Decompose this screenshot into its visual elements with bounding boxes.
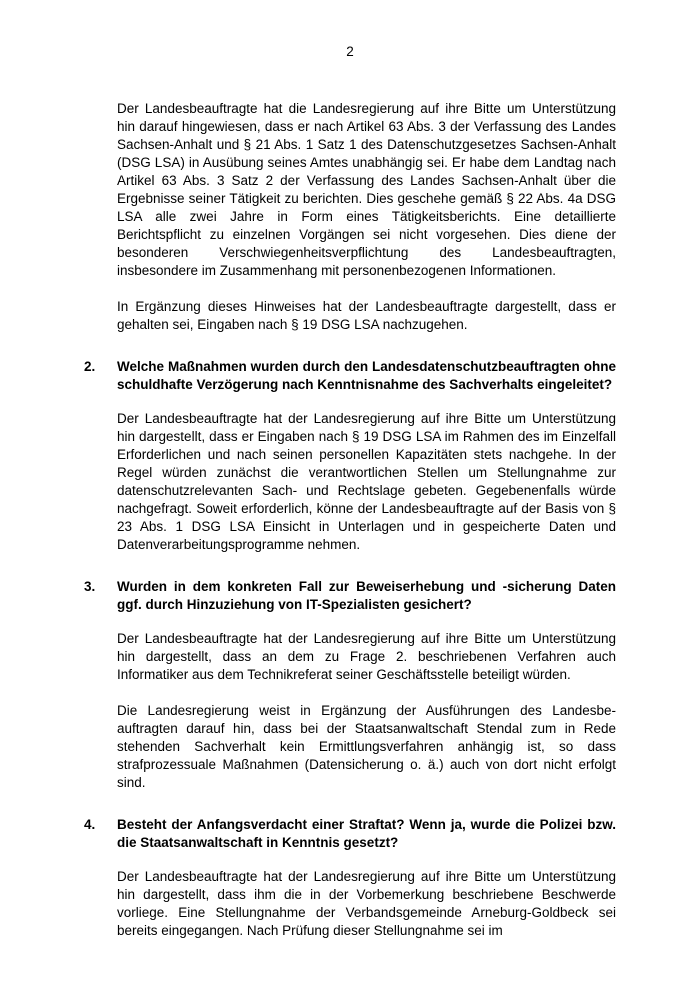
question-text: Besteht der Anfangsverdacht einer Straftat? Wenn ja, wurde die Polizei bzw. die Staatsanwaltschaft in Kenntnis gesetzt? <box>117 817 616 850</box>
question-text: Welche Maßnahmen wurden durch den Landesdatenschutzbeauftragten ohne schuldhafte Verzögerung nach Kenntnisnahme des Sachverhalts eingeleitet? <box>117 359 616 392</box>
question-number: 3. <box>84 579 96 594</box>
question-4 <box>84 816 616 852</box>
intro-paragraph: Der Landesbeauftragte hat die Landesregierung auf ihre Bitte um Unterstützung hin darauf hingewiesen, dass er nach Artikel 63 Abs. 3 der Verfassung des Landes Sachsen-Anhalt und § 21 Abs. 1 Satz 1 des Datenschutzgesetzes Sachsen-Anhalt (DSG LSA) in Ausübung seines Amtes unabhängig sei. Er habe dem Landtag nach Artikel 63 Abs. 3 Satz 2 der Verfassung des Landes Sachsen-Anhalt über die Ergebnisse seiner Tätigkeit zu berichten. Dies geschehe gemäß § 22 Abs. 4a DSG LSA alle zwei Jahre in Form eines Tätigkeitsberichts. Eine detaillierte Berichtspflicht zu einzelnen Vorgängen sei nicht vorgesehen. Dies diene der besonderen Verschwiegenheitsverpflichtung des Landesbeauftragten, insbesondere im Zusammenhang mit personenbezogenen Informationen. <box>117 101 616 278</box>
answer-paragraph: Die Landesregierung weist in Ergänzung der Ausführungen des Landesbeauftragten darauf hin, dass bei der Staatsanwaltschaft Stendal zum in Rede stehenden Sachverhalt kein Ermittlungsverfahren anhängig ist, so dass strafprozessuale Maßnahmen (Datensicherung o. ä.) auch von dort nicht erfolgt sind. <box>117 703 616 790</box>
answer-paragraph: Der Landesbeauftragte hat der Landesregierung auf ihre Bitte um Unterstützung hin dargestellt, dass ihm die in der Vorbemerkung beschriebene Beschwerde vorliege. Eine Stellungnahme der Verbandsgemeinde Arneburg-Goldbeck sei bereits eingegangen. Nach Prüfung dieser Stellungnahme sei im <box>117 869 616 938</box>
page-number: 2 <box>346 44 354 59</box>
question-3 <box>84 578 616 614</box>
answer-paragraph: Der Landesbeauftragte hat der Landesregierung auf ihre Bitte um Unterstützung hin dargestellt, dass er Eingaben nach § 19 DSG LSA im Rahmen des im Einzelfall Erforderlichen und nach seinen personellen Kapazitäten stets nachgehe. In der Regel würden zunächst die verantwortlichen Stellen um Stellungnahme zur datenschutzrelevanten Sach- und Rechtslage gebeten. Gegebenenfalls würde nachgefragt. Soweit erforderlich, könne der Landesbeauftragte auf der Basis von § 23 Abs. 1 DSG LSA Einsicht in Unterlagen und in gespeicherte Daten und Datenverarbeitungsprogramme nehmen. <box>117 411 616 552</box>
question-number: 2. <box>84 359 96 374</box>
document-body <box>84 100 616 940</box>
question-text: Wurden in dem konkreten Fall zur Beweiserhebung und -sicherung Daten ggf. durch Hinzuziehung von IT-Spezialisten gesichert? <box>117 579 616 612</box>
intro-paragraph: In Ergänzung dieses Hinweises hat der Landesbeauftragte dargestellt, dass er gehalten sei, Eingaben nach § 19 DSG LSA nachzugehen. <box>117 299 616 332</box>
question-2 <box>84 358 616 394</box>
answer-paragraph: Der Landesbeauftragte hat der Landesregierung auf ihre Bitte um Unterstützung hin dargestellt, dass an dem zu Frage 2. beschriebenen Verfahren auch Informatiker aus dem Technikreferat seiner Geschäftsstelle beteiligt würden. <box>117 631 616 682</box>
question-number: 4. <box>84 817 96 832</box>
